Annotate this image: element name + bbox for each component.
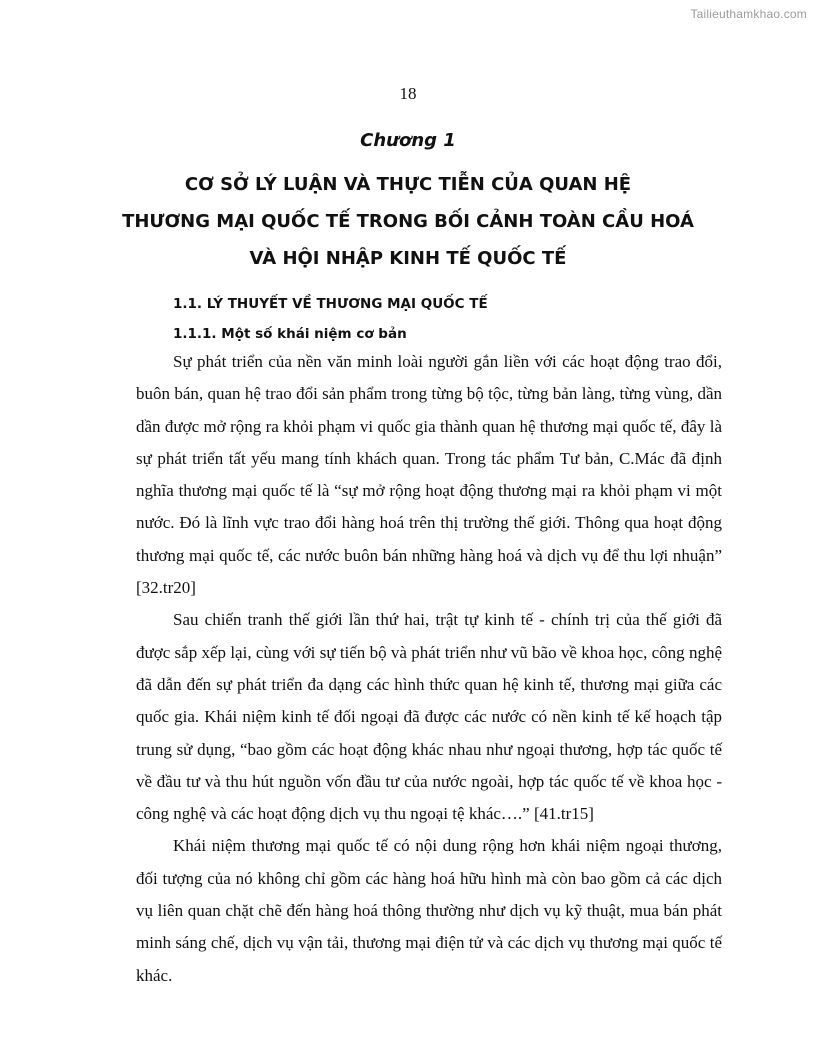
page-number: 18 xyxy=(399,84,417,103)
body-text xyxy=(136,346,722,992)
paragraph: Sự phát triển của nền văn minh loài người gắn liền với các hoạt động trao đổi, buôn bán, quan hệ trao đổi sản phẩm trong từng bộ tộc, từng bản làng, từng vùng, dần dần được mở rộng ra khỏi phạm vi quốc gia thành quan hệ thương mại quốc tế, đây là sự phát triển tất yếu mang tính khách quan. Trong tác phẩm Tư bản, C.Mác đã định nghĩa thương mại quốc tế là “sự mở rộng hoạt động thương mại ra khỏi phạm vi một nước. Đó là lĩnh vực trao đổi hàng hoá trên thị trường thế giới. Thông qua hoạt động thương mại quốc tế, các nước buôn bán những hàng hoá và dịch vụ để thu lợi nhuận” [32.tr20] xyxy=(136,352,722,598)
chapter-label: Chương 1 xyxy=(360,130,456,151)
paragraph: Sau chiến tranh thế giới lần thứ hai, trật tự kinh tế - chính trị của thế giới đã được sắp xếp lại, cùng với sự tiến bộ và phát triển như vũ bão về khoa học, công nghệ đã dẫn đến sự phát triển đa dạng các hình thức quan hệ kinh tế, thương mại giữa các quốc gia. Khái niệm kinh tế đối ngoại đã được các nước có nền kinh tế kế hoạch tập trung sử dụng, “bao gồm các hoạt động khác nhau như ngoại thương, hợp tác quốc tế về đầu tư và thu hút nguồn vốn đầu tư của nước ngoài, hợp tác quốc tế về khoa học - công nghệ và các hoạt động dịch vụ thu ngoại tệ khác….” [41.tr15] xyxy=(136,610,722,824)
watermark-text: Tailieuthamkhao.com xyxy=(690,7,807,21)
chapter-title-line: VÀ HỘI NHẬP KINH TẾ QUỐC TẾ xyxy=(249,248,567,269)
subsection-heading: 1.1.1. Một số khái niệm cơ bản xyxy=(173,326,407,342)
chapter-title xyxy=(0,166,816,277)
chapter-title-line: THƯƠNG MẠI QUỐC TẾ TRONG BỐI CẢNH TOÀN CẦU HOÁ xyxy=(122,211,694,232)
section-heading: 1.1. LÝ THUYẾT VỀ THƯƠNG MẠI QUỐC TẾ xyxy=(173,296,488,312)
chapter-title-line: CƠ SỞ LÝ LUẬN VÀ THỰC TIỄN CỦA QUAN HỆ xyxy=(184,174,632,195)
paragraph: Khái niệm thương mại quốc tế có nội dung rộng hơn khái niệm ngoại thương, đối tượng của nó không chỉ gồm các hàng hoá hữu hình mà còn bao gồm cả các dịch vụ liên quan chặt chẽ đến hàng hoá thông thường như dịch vụ kỹ thuật, mua bán phát minh sáng chế, dịch vụ vận tải, thương mại điện tử và các dịch vụ thương mại quốc tế khác. xyxy=(136,836,722,985)
